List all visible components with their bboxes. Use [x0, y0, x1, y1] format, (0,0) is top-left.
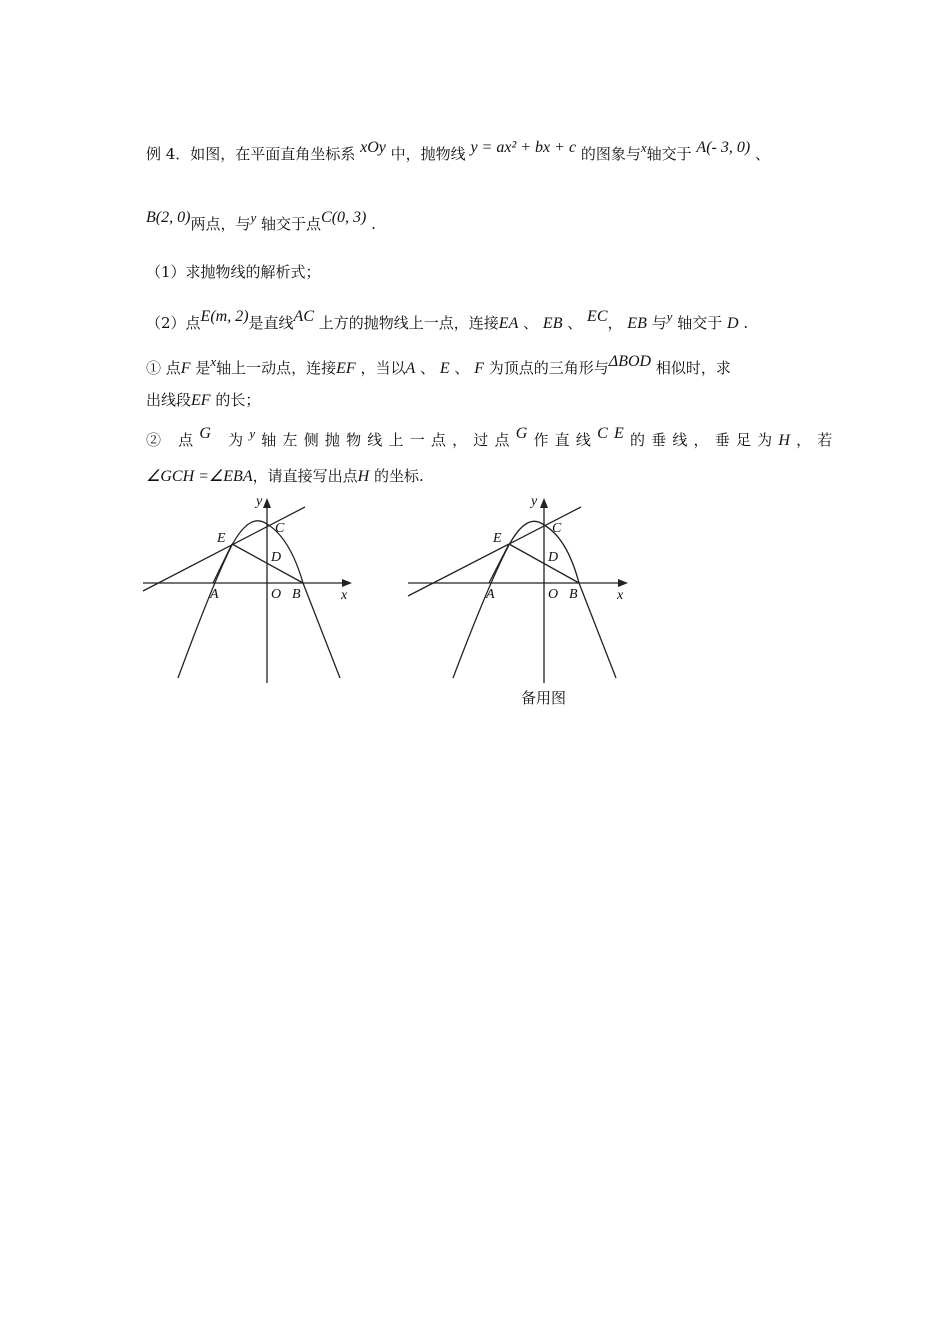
- point-h: H: [357, 468, 370, 485]
- text: 的垂线，垂足为: [629, 431, 779, 449]
- point-f: F: [474, 360, 484, 377]
- parabola: [453, 521, 616, 678]
- text: ，当以: [360, 359, 406, 377]
- point-c-label: C: [552, 521, 562, 536]
- x-axis-arrow-icon: [342, 579, 352, 587]
- segment-ec: EC: [587, 308, 608, 325]
- parabola: [178, 521, 340, 678]
- point-b-label: B: [569, 587, 578, 602]
- text: 出线段: [146, 391, 192, 409]
- text: 是直线: [248, 314, 294, 332]
- y-axis-arrow-icon: [540, 498, 548, 508]
- point-a: A(- 3, 0): [696, 139, 751, 156]
- segment-ea: EA: [498, 315, 519, 332]
- text: 轴交于点: [261, 215, 322, 233]
- point-g: G: [515, 425, 534, 442]
- triangle-bod: ΔBOD: [608, 353, 652, 370]
- text: 轴左侧抛物线上一点，过点: [261, 431, 516, 449]
- question-sub2-line2: [146, 466, 424, 487]
- point-e: E: [439, 360, 450, 377]
- point-e-label: E: [217, 531, 226, 546]
- text: 为顶点的三角形与: [488, 359, 609, 377]
- segment-ef: EF: [336, 360, 356, 377]
- x-var: x: [640, 140, 647, 155]
- y-axis-arrow-icon: [263, 498, 271, 508]
- figure-2-caption: 备用图: [521, 689, 567, 707]
- y-var: y: [666, 309, 673, 324]
- text: 相似时，求: [655, 359, 731, 377]
- point-h: H: [778, 432, 797, 449]
- text: 作直线: [533, 431, 598, 449]
- problem-intro-line1: [146, 139, 770, 165]
- text: 、: [523, 314, 539, 332]
- text: 轴交于: [646, 145, 692, 163]
- y-var: y: [249, 426, 262, 441]
- question-sub1-line1: [146, 353, 731, 379]
- text: 是: [195, 359, 211, 377]
- text: 的坐标.: [373, 467, 424, 485]
- x-var: x: [210, 354, 217, 369]
- line-ac: [143, 507, 305, 591]
- question-part1: [146, 262, 321, 282]
- point-e-label: E: [493, 531, 502, 546]
- text: 上方的抛物线上一点，连接: [318, 314, 499, 332]
- point-f: F: [180, 360, 191, 377]
- text: 轴上一动点，连接: [216, 359, 337, 377]
- parabola-equation: y = ax² + bx + c: [470, 139, 577, 156]
- x-axis-label: x: [341, 588, 348, 603]
- text: ，: [607, 314, 623, 332]
- text: .: [371, 215, 376, 233]
- point-a: A: [405, 360, 416, 377]
- x-axis-label: x: [617, 588, 624, 603]
- text: 、: [454, 359, 470, 377]
- text: 、: [567, 314, 583, 332]
- point-c: C(0, 3): [321, 209, 367, 226]
- text: ，请直接写出点: [252, 467, 358, 485]
- segment-ef: EF: [191, 392, 211, 409]
- question-part2: [146, 308, 749, 334]
- text: 两点，与: [190, 215, 251, 233]
- figure-1: [140, 490, 370, 690]
- text: 、: [754, 145, 770, 163]
- text: 与: [651, 314, 667, 332]
- y-axis-label: y: [531, 494, 538, 509]
- text: .: [743, 314, 749, 332]
- text: 为: [228, 431, 250, 449]
- y-axis-label: y: [256, 494, 263, 509]
- text: 的长；: [215, 391, 261, 409]
- text: 中，抛物线: [390, 145, 466, 163]
- text: 、: [420, 359, 436, 377]
- line-ac: AC: [293, 308, 314, 325]
- segment-eb: EB: [627, 315, 647, 332]
- y-var: y: [250, 210, 257, 225]
- text: ① 点: [146, 359, 181, 377]
- point-g: G: [199, 425, 218, 442]
- text: ② 点: [146, 431, 200, 449]
- question-sub1-line2: [146, 390, 260, 411]
- text: 轴交于: [677, 314, 723, 332]
- text: 的图象与: [580, 145, 641, 163]
- figure-2: [400, 490, 640, 690]
- point-c-label: C: [275, 521, 285, 536]
- point-e: E(m, 2): [200, 308, 249, 325]
- point-b-label: B: [292, 587, 301, 602]
- angle-equation: ∠GCH =∠EBA: [146, 468, 253, 485]
- point-a-label: A: [210, 587, 219, 602]
- point-d-label: D: [271, 550, 282, 565]
- coord-system: xOy: [360, 139, 386, 156]
- line-ce: CE: [597, 425, 630, 442]
- text: ，若: [796, 431, 839, 449]
- point-d: D: [727, 315, 739, 332]
- problem-intro-line2: [146, 209, 376, 235]
- question-sub2-line1: [146, 425, 839, 451]
- origin-label: O: [548, 587, 559, 602]
- text: （2）点: [146, 314, 201, 332]
- text: 例 4．如图，在平面直角坐标系: [146, 145, 356, 163]
- point-a-label: A: [486, 587, 495, 602]
- x-axis-arrow-icon: [618, 579, 628, 587]
- point-b: B(2, 0): [146, 209, 191, 226]
- point-d-label: D: [548, 550, 559, 565]
- text: （1）求抛物线的解析式；: [146, 263, 321, 281]
- segment-eb: EB: [542, 315, 563, 332]
- origin-label: O: [271, 587, 282, 602]
